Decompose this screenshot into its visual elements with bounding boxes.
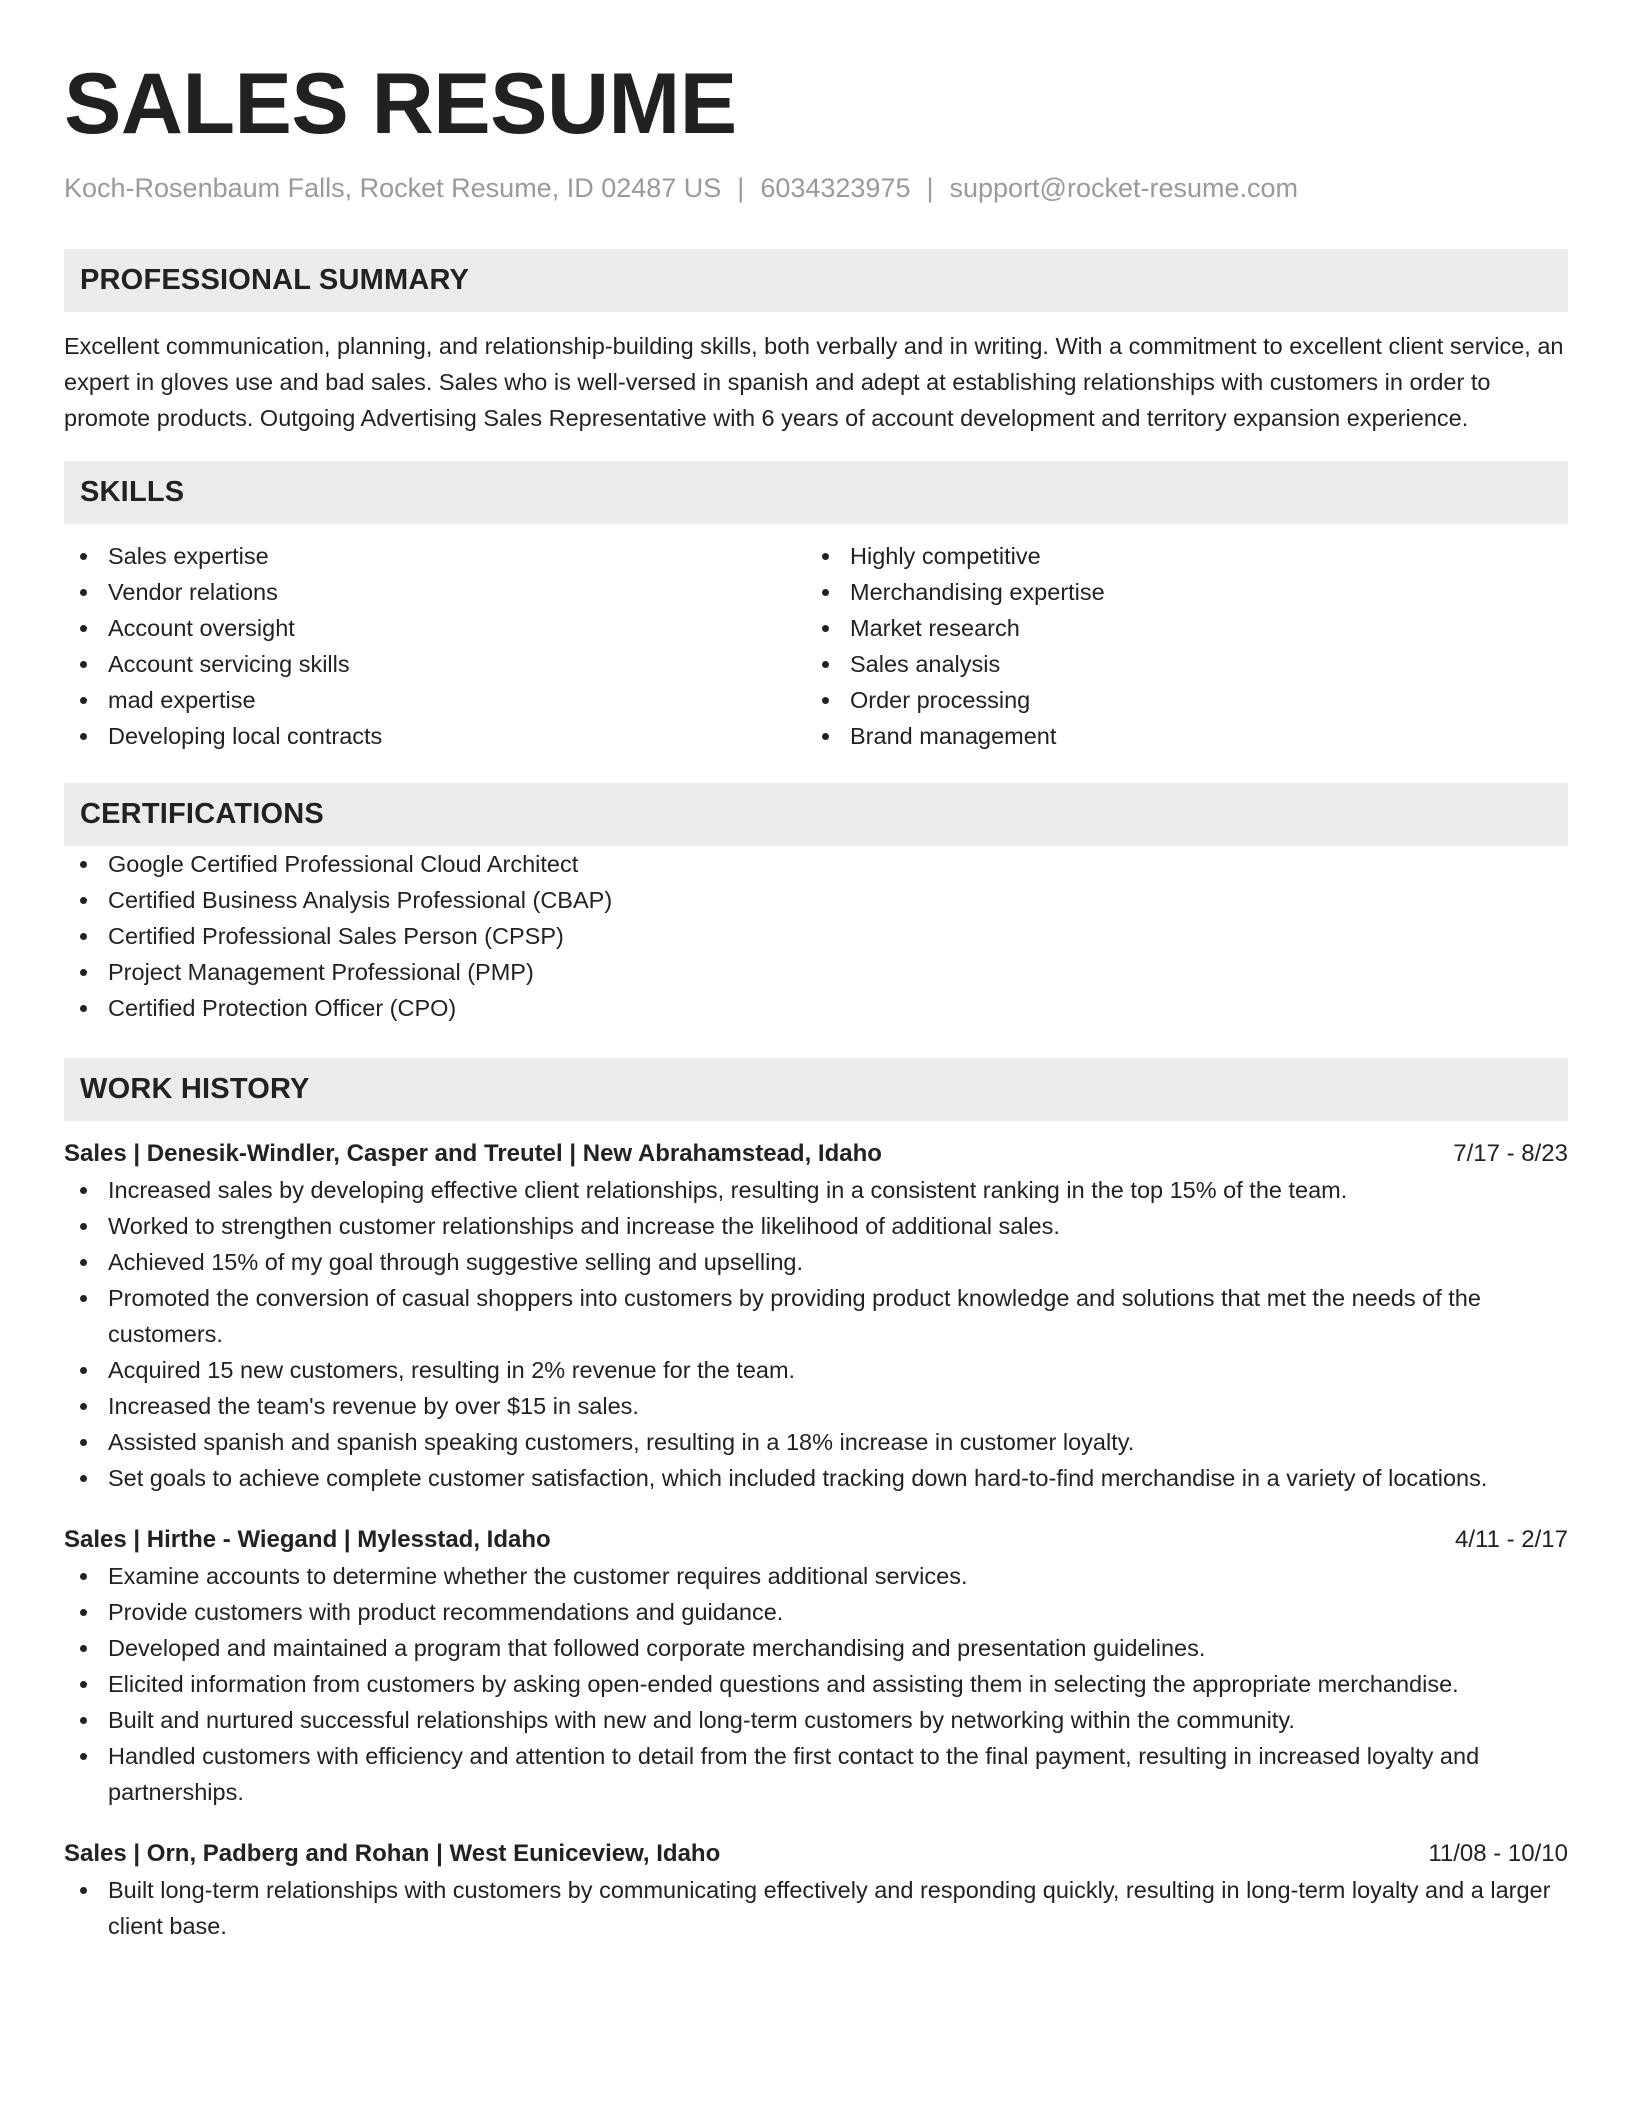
skill-item: Market research bbox=[806, 610, 1548, 646]
job-bullet: Developed and maintained a program that followed corporate merchandising and presentation guidelines. bbox=[64, 1630, 1568, 1666]
job-bullets bbox=[64, 1872, 1568, 1944]
contact-email[interactable]: support@rocket-resume.com bbox=[949, 173, 1299, 203]
contact-line bbox=[64, 168, 1568, 208]
job-bullet: Built long-term relationships with customers by communicating effectively and responding quickly, resulting in long-term loyalty and a larger client base. bbox=[64, 1872, 1568, 1944]
job-bullet: Set goals to achieve complete customer satisfaction, which included tracking down hard-to-find merchandise in a variety of locations. bbox=[64, 1460, 1568, 1496]
job-bullets bbox=[64, 1558, 1568, 1810]
contact-separator: | bbox=[926, 173, 934, 203]
skills-list-right bbox=[806, 538, 1548, 754]
certification-item: Google Certified Professional Cloud Architect bbox=[64, 846, 1568, 882]
skill-item: mad expertise bbox=[64, 682, 806, 718]
job-bullet: Provide customers with product recommendations and guidance. bbox=[64, 1594, 1568, 1630]
certification-item: Project Management Professional (PMP) bbox=[64, 954, 1568, 990]
job-bullet: Increased the team's revenue by over $15 in sales. bbox=[64, 1388, 1568, 1424]
job-title: Sales | Denesik-Windler, Casper and Treutel | New Abrahamstead, Idaho bbox=[64, 1140, 882, 1167]
job-dates: 4/11 - 2/17 bbox=[1455, 1526, 1568, 1553]
contact-address: Koch-Rosenbaum Falls, Rocket Resume, ID 02487 US bbox=[64, 173, 722, 203]
skills-columns bbox=[64, 538, 1568, 754]
job-entry bbox=[64, 1522, 1568, 1810]
skills-heading: SKILLS bbox=[64, 461, 1568, 524]
job-bullet: Elicited information from customers by asking open-ended questions and assisting them in selecting the appropriate merchandise. bbox=[64, 1666, 1568, 1702]
job-bullet: Promoted the conversion of casual shoppers into customers by providing product knowledge and solutions that met the needs of the customers. bbox=[64, 1280, 1568, 1352]
job-bullet: Examine accounts to determine whether the customer requires additional services. bbox=[64, 1558, 1568, 1594]
skill-item: Brand management bbox=[806, 718, 1548, 754]
contact-separator: | bbox=[737, 173, 745, 203]
skill-item: Developing local contracts bbox=[64, 718, 806, 754]
summary-text: Excellent communication, planning, and relationship-building skills, both verbally and in writing. With a commitment to excellent client service, an expert in gloves use and bad sales. Sales who is well-versed in spanish and adept at establishing relationships with customers in order to promote products. Outgoing Advertising Sales Representative with 6 years of account development and territory expansion experience. bbox=[64, 333, 1564, 431]
job-title: Sales | Hirthe - Wiegand | Mylesstad, Idaho bbox=[64, 1526, 551, 1553]
job-bullet: Handled customers with efficiency and attention to detail from the first contact to the final payment, resulting in increased loyalty and partnerships. bbox=[64, 1738, 1568, 1810]
job-header bbox=[64, 1836, 1568, 1872]
resume-title: SALES RESUME bbox=[64, 56, 737, 152]
skills-list-left bbox=[64, 538, 806, 754]
job-entry bbox=[64, 1836, 1568, 1944]
certification-item: Certified Professional Sales Person (CPSP) bbox=[64, 918, 1568, 954]
job-bullet: Assisted spanish and spanish speaking customers, resulting in a 18% increase in customer loyalty. bbox=[64, 1424, 1568, 1460]
summary-heading: PROFESSIONAL SUMMARY bbox=[64, 249, 1568, 312]
job-header bbox=[64, 1136, 1568, 1172]
skill-item: Sales analysis bbox=[806, 646, 1548, 682]
skill-item: Vendor relations bbox=[64, 574, 806, 610]
skill-item: Account oversight bbox=[64, 610, 806, 646]
skill-item: Order processing bbox=[806, 682, 1548, 718]
work-history-heading: WORK HISTORY bbox=[64, 1058, 1568, 1121]
skill-item: Account servicing skills bbox=[64, 646, 806, 682]
certifications-list bbox=[64, 846, 1568, 1026]
job-bullet: Built and nurtured successful relationships with new and long-term customers by networking within the community. bbox=[64, 1702, 1568, 1738]
skill-item: Merchandising expertise bbox=[806, 574, 1548, 610]
job-title: Sales | Orn, Padberg and Rohan | West Euniceview, Idaho bbox=[64, 1840, 721, 1867]
job-dates: 11/08 - 10/10 bbox=[1428, 1840, 1568, 1867]
skill-item: Sales expertise bbox=[64, 538, 806, 574]
job-bullet: Achieved 15% of my goal through suggestive selling and upselling. bbox=[64, 1244, 1568, 1280]
job-bullet: Increased sales by developing effective client relationships, resulting in a consistent ranking in the top 15% of the team. bbox=[64, 1172, 1568, 1208]
contact-phone: 6034323975 bbox=[760, 173, 911, 203]
job-dates: 7/17 - 8/23 bbox=[1453, 1140, 1568, 1167]
certifications-heading: CERTIFICATIONS bbox=[64, 783, 1568, 846]
skill-item: Highly competitive bbox=[806, 538, 1548, 574]
job-header bbox=[64, 1522, 1568, 1558]
certification-item: Certified Protection Officer (CPO) bbox=[64, 990, 1568, 1026]
job-bullets bbox=[64, 1172, 1568, 1496]
job-bullet: Acquired 15 new customers, resulting in 2% revenue for the team. bbox=[64, 1352, 1568, 1388]
job-bullet: Worked to strengthen customer relationships and increase the likelihood of additional sales. bbox=[64, 1208, 1568, 1244]
resume-page bbox=[64, 0, 1568, 1944]
certification-item: Certified Business Analysis Professional (CBAP) bbox=[64, 882, 1568, 918]
job-entry bbox=[64, 1136, 1568, 1496]
